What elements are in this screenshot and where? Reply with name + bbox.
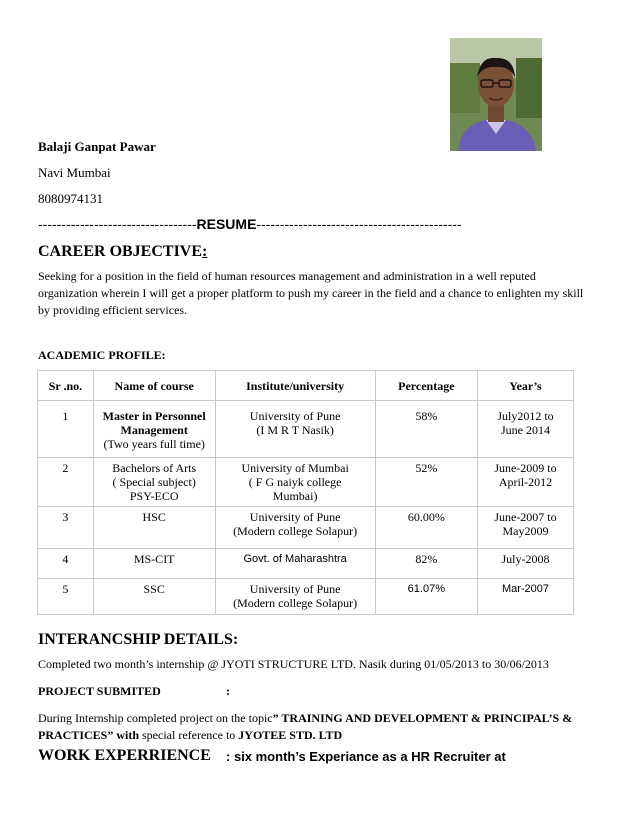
internship-text: Completed two month’s internship @ JYOTI STRUCTURE LTD. Nasik during 01/05/2013 to 30/06/2013 xyxy=(38,657,549,671)
cell-institute: Govt. of Maharashtra xyxy=(215,549,375,579)
col-header-sr: Sr .no. xyxy=(38,371,94,401)
project-heading: PROJECT SUBMITED xyxy=(38,684,161,698)
cell-percentage: 60.00% xyxy=(375,507,477,549)
cell-course: SSC xyxy=(93,579,215,615)
work-experience-heading: WORK EXPERRIENCE xyxy=(38,747,211,764)
career-objective-text: Seeking for a position in the field of human resources management and administration in a well reputed organization wherein I will get a proper platform to push my career in the field and a chance to enlighten my skill by providing efficient services. xyxy=(38,269,584,317)
col-header-course: Name of course xyxy=(93,371,215,401)
cell-course: MS-CIT xyxy=(93,549,215,579)
project-topic: ” TRAINING AND DEVELOPMENT & PRINCIPAL’S & PRACTICES” with xyxy=(38,711,573,742)
table-row xyxy=(38,507,574,549)
cell-institute: University of Mumbai ( F G naiyk college Mumbai) xyxy=(215,458,375,507)
work-experience-detail: : six month’s Experiance as a HR Recruiter at xyxy=(226,749,506,764)
table-row xyxy=(38,401,574,458)
table-row xyxy=(38,458,574,507)
table-row xyxy=(38,549,574,579)
col-header-institute: Institute/university xyxy=(215,371,375,401)
resume-left-dashes: ---------------------------------- xyxy=(38,216,197,232)
project-heading-colon: : xyxy=(226,684,230,698)
resume-title-line xyxy=(38,216,528,232)
cell-years: July-2008 xyxy=(477,549,573,579)
cell-sr: 3 xyxy=(38,507,94,549)
col-header-percentage: Percentage xyxy=(375,371,477,401)
cell-percentage: 82% xyxy=(375,549,477,579)
career-objective-heading xyxy=(38,243,207,261)
table-row xyxy=(38,579,574,615)
cell-sr: 1 xyxy=(38,401,94,458)
cell-percentage: 58% xyxy=(375,401,477,458)
cell-institute: University of Pune (I M R T Nasik) xyxy=(215,401,375,458)
candidate-phone: 8080974131 xyxy=(38,191,103,206)
cell-sr: 5 xyxy=(38,579,94,615)
internship-heading: INTERANCSHIP DETAILS: xyxy=(38,631,239,648)
project-text-mid: special reference to xyxy=(139,728,239,742)
cell-years: June-2009 to April-2012 xyxy=(477,458,573,507)
academic-heading: ACADEMIC PROFILE: xyxy=(38,348,166,362)
cell-sr: 4 xyxy=(38,549,94,579)
resume-right-dashes: -------------------------------------------- xyxy=(256,216,462,232)
cell-course xyxy=(93,401,215,458)
cell-years: July2012 to June 2014 xyxy=(477,401,573,458)
cell-percentage: 61.07% xyxy=(375,579,477,615)
cell-institute: University of Pune (Modern college Solapur) xyxy=(215,579,375,615)
table-header-row xyxy=(38,371,574,401)
cell-years: Mar-2007 xyxy=(477,579,573,615)
cell-institute: University of Pune (Modern college Solapur) xyxy=(215,507,375,549)
academic-table xyxy=(37,370,574,615)
career-heading-text: CAREER OBJECTIVE xyxy=(38,243,203,260)
col-header-years: Year’s xyxy=(477,371,573,401)
project-company: JYOTEE STD. LTD xyxy=(238,728,343,742)
candidate-city: Navi Mumbai xyxy=(38,165,111,180)
cell-course: Bachelors of Arts ( Special subject) PSY-ECO xyxy=(93,458,215,507)
course-note: (Two years full time) xyxy=(103,437,205,451)
cell-sr: 2 xyxy=(38,458,94,507)
candidate-name: Balaji Ganpat Pawar xyxy=(38,139,156,154)
project-text-intro: During Internship completed project on the topic xyxy=(38,711,273,725)
career-heading-colon: : xyxy=(202,243,208,260)
resume-title: RESUME xyxy=(196,216,257,232)
cell-course: HSC xyxy=(93,507,215,549)
profile-photo xyxy=(450,38,542,151)
cell-years: June-2007 to May2009 xyxy=(477,507,573,549)
course-name: Master in Personnel Management xyxy=(102,409,206,437)
cell-percentage: 52% xyxy=(375,458,477,507)
project-text xyxy=(38,710,598,744)
